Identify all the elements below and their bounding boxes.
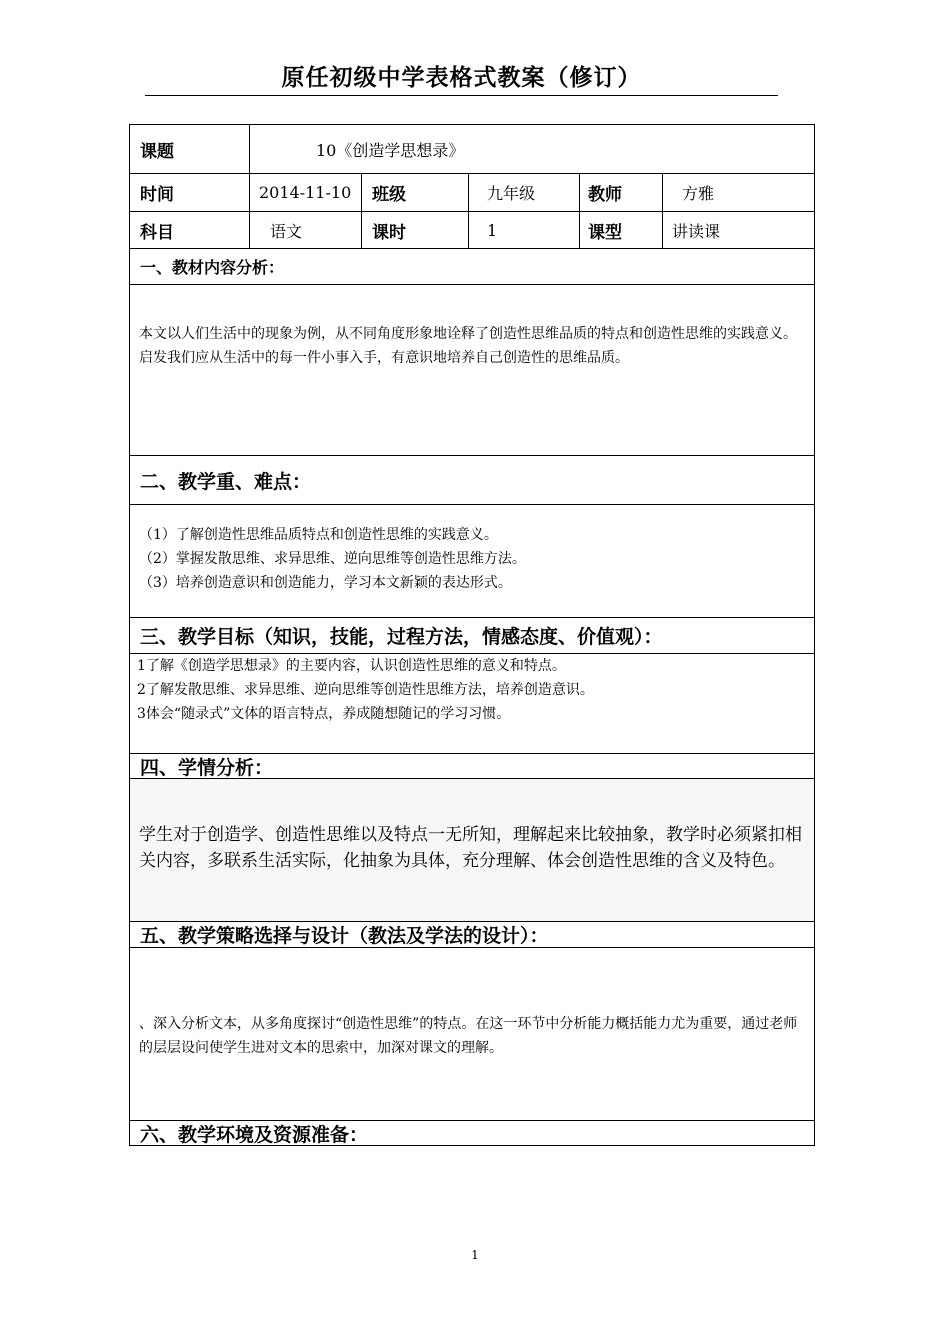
topic-value: 10《创造学思想录》 <box>249 125 814 173</box>
class-value: 九年级 <box>468 174 579 211</box>
type-value: 讲读课 <box>662 212 814 248</box>
section-1-heading: 一、教材内容分析： <box>130 249 814 285</box>
section-2-list <box>139 523 808 595</box>
section-3-item: 1了解《创造学思想录》的主要内容，认识创造性思维的意义和特点。 <box>137 658 566 674</box>
subject-label: 科目 <box>140 222 174 243</box>
time-row <box>130 174 814 212</box>
section-5-text: 、深入分析文本，从多角度探讨“创造性思维”的特点。在这一环节中分析能力概括能力尤为重要，通过老师的层层设问使学生进对文本的思索中，加深对课文的理解。 <box>139 1016 798 1056</box>
subject-value: 语文 <box>249 212 361 248</box>
subject-row <box>130 212 814 249</box>
topic-row <box>130 125 814 174</box>
page-number: 1 <box>471 1248 479 1262</box>
section-2-item: （2）掌握发散思维、求异思维、逆向思维等创造性思维方法。 <box>139 551 526 567</box>
section-3-body <box>130 654 814 754</box>
section-2-heading: 二、教学重、难点： <box>130 456 814 505</box>
section-3-item: 3体会“随录式”文体的语言特点，养成随想随记的学习习惯。 <box>137 706 511 722</box>
lesson-plan-table <box>129 124 815 1146</box>
section-4-heading: 四、学情分析： <box>130 754 814 779</box>
section-4-body <box>130 779 814 922</box>
section-2-item: （1）了解创造性思维品质特点和创造性思维的实践意义。 <box>139 527 498 543</box>
time-label: 时间 <box>140 185 174 205</box>
document-title-wrap <box>145 62 778 94</box>
period-value: 1 <box>468 212 579 248</box>
document-title: 原任初级中学表格式教案（修订） <box>281 65 642 91</box>
period-label: 课时 <box>361 212 468 248</box>
type-label: 课型 <box>579 212 662 248</box>
section-1-body <box>130 285 814 456</box>
class-label: 班级 <box>361 174 468 211</box>
section-2-body <box>130 505 814 618</box>
teacher-value: 方雅 <box>662 174 814 211</box>
section-5-body <box>130 948 814 1121</box>
section-3-heading: 三、教学目标（知识，技能，过程方法，情感态度、价值观）： <box>130 618 814 654</box>
time-value: 2014-11-10 <box>249 174 361 211</box>
section-2-item: （3）培养创造意识和创造能力，学习本文新颖的表达形式。 <box>139 575 512 591</box>
section-6-heading: 六、教学环境及资源准备： <box>140 1123 369 1146</box>
section-4-text: 学生对于创造学、创造性思维以及特点一无所知，理解起来比较抽象，教学时必须紧扣相关内容，多联系生活实际，化抽象为具体，充分理解、体会创造性思维的含义及特色。 <box>139 825 802 871</box>
teacher-label: 教师 <box>579 174 662 211</box>
section-3-list <box>137 654 808 726</box>
section-3-item: 2了解发散思维、求异思维、逆向思维等创造性思维方法，培养创造意识。 <box>137 682 594 698</box>
title-underline <box>145 95 778 96</box>
topic-label: 课题 <box>140 141 174 162</box>
section-5-heading: 五、教学策略选择与设计（教法及学法的设计）： <box>130 922 814 948</box>
section-1-text: 本文以人们生活中的现象为例，从不同角度形象地诠释了创造性思维品质的特点和创造性思维的实践意义。启发我们应从生活中的每一件小事入手，有意识地培养自己创造性的思维品质。 <box>139 326 797 366</box>
